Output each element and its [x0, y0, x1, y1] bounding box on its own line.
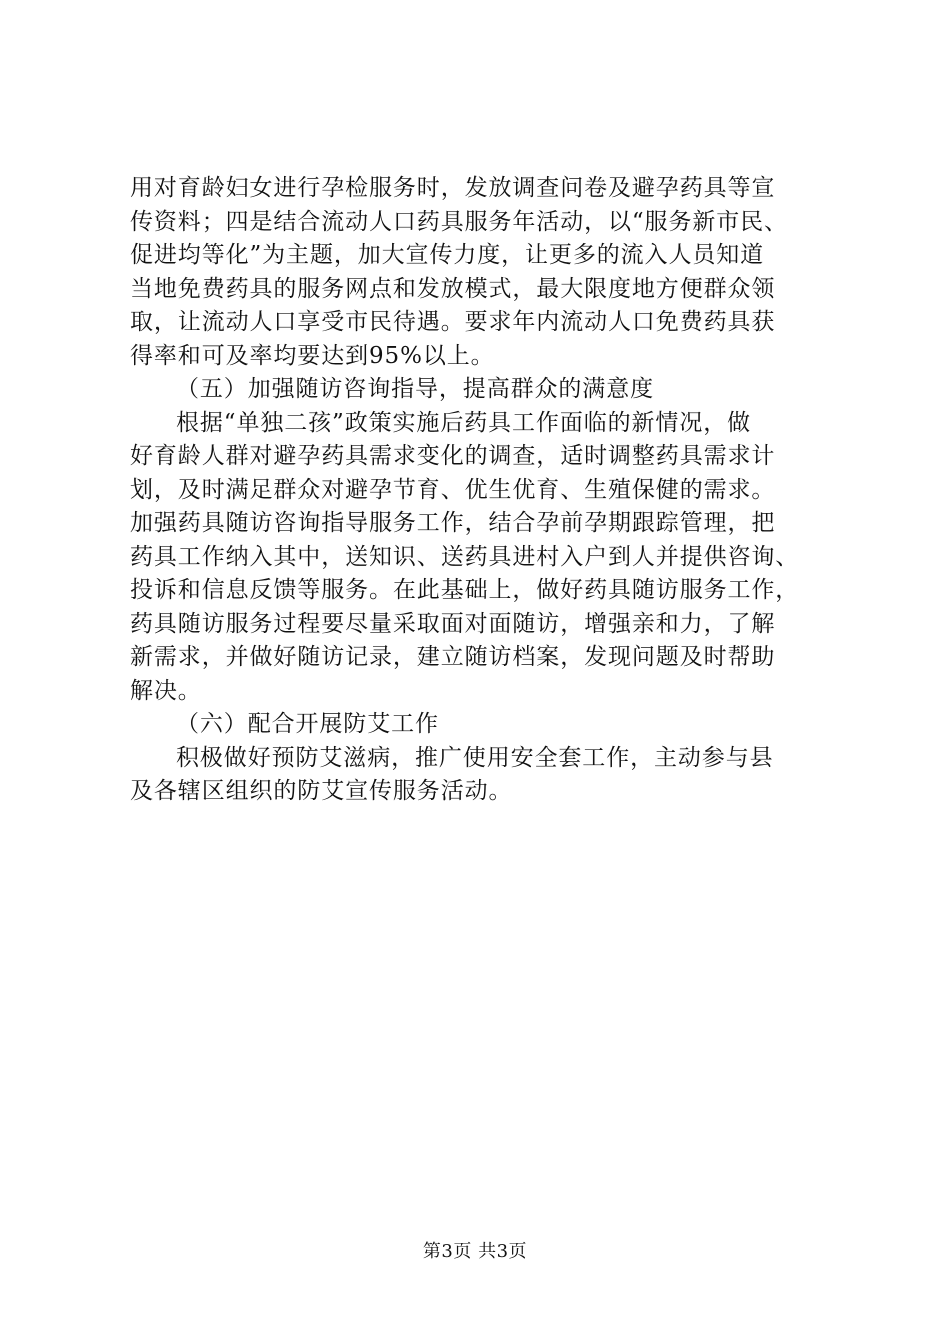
text-line: 当地免费药具的服务网点和发放模式，最大限度地方便群众领 [130, 275, 776, 302]
text-line: 新需求，并做好随访记录，建立随访档案，发现问题及时帮助 [130, 644, 776, 670]
text-line: 根据“单独二孩”政策实施后药具工作面临的新情况，做 [176, 409, 752, 436]
text-line: 及各辖区组织的防艾宣传服务活动。 [130, 778, 513, 804]
text-line: 药具工作纳入其中，送知识、送药具进村入户到人并提供咨询、 [130, 543, 800, 570]
text-line: 得率和可及率均要达到95%以上。 [130, 342, 495, 369]
text-line: 解决。 [130, 677, 202, 704]
section-heading: （五）加强随访咨询指导，提高群众的满意度 [176, 376, 654, 402]
text-line: 取，让流动人口享受市民待遇。要求年内流动人口免费药具获 [130, 309, 776, 335]
text-line: 加强药具随访咨询指导服务工作，结合孕前孕期跟踪管理，把 [130, 510, 776, 536]
text-line: 药具随访服务过程要尽量采取面对面随访，增强亲和力，了解 [130, 610, 776, 637]
text-line: 划，及时满足群众对避孕节育、优生优育、生殖保健的需求。 [130, 476, 776, 503]
document-body [130, 172, 830, 809]
text-line: 好育龄人群对避孕药具需求变化的调查，适时调整药具需求计 [130, 443, 776, 469]
page-number-footer: 第3页 共3页 [422, 1241, 528, 1262]
text-line: 用对育龄妇女进行孕检服务时，发放调查问卷及避孕药具等宣 [130, 175, 776, 201]
text-line: 积极做好预防艾滋病，推广使用安全套工作，主动参与县 [176, 744, 774, 771]
text-line: 投诉和信息反馈等服务。在此基础上，做好药具随访服务工作， [130, 577, 800, 603]
text-line: 促进均等化”为主题，加大宣传力度，让更多的流入人员知道 [130, 242, 765, 268]
section-heading: （六）配合开展防艾工作 [176, 711, 439, 737]
text-line: 传资料；四是结合流动人口药具服务年活动，以“服务新市民、 [130, 208, 788, 235]
